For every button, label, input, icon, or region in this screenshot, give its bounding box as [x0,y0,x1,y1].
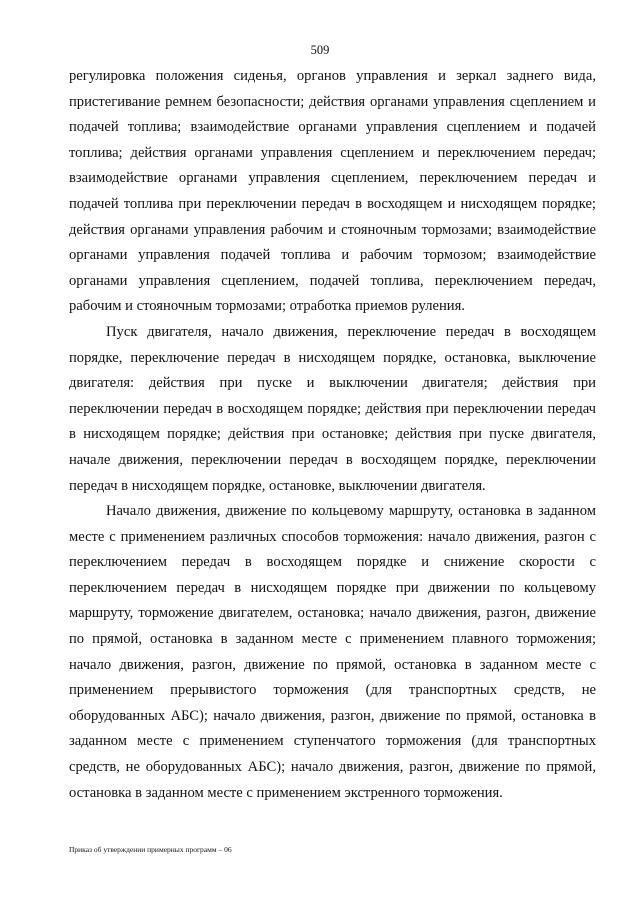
text-line: органами управления сцеплением, подачей топлива, переключением передач, [69,272,596,289]
text-line: подачей топлива при переключении передач в восходящем и нисходящем порядке; [69,195,596,212]
text-line: подачей топлива; взаимодействие органами управления сцеплением и подачей [69,119,596,136]
text-line: заданном месте с применением ступенчатого торможения (для транспортных [69,733,596,750]
page-number: 509 [310,43,330,57]
text-line: маршруту, торможение двигателем, остановка; начало движения, разгон, движение [69,605,596,622]
text-line: начало движения, разгон, движение по прямой, остановка в заданном месте с [69,656,596,673]
text-line: месте с применением различных способов торможения: начало движения, разгон с [69,528,596,545]
text-line: применением прерывистого торможения (для транспортных средств, не [69,682,596,699]
text-line: регулировка положения сиденья, органов управления и зеркал заднего вида, [69,68,596,84]
text-line: рабочим и стояночным тормозами; отработка приемов руления. [69,298,465,315]
text-line: органами управления подачей топлива и рабочим тормозом; взаимодействие [69,247,596,264]
paragraph-2 [69,320,596,499]
text-line: пристегивание ремнем безопасности; действия органами управления сцеплением и [69,93,596,110]
body-text [69,64,596,806]
text-line: действия органами управления рабочим и стояночным тормозами; взаимодействие [69,221,596,238]
text-line: переключении передач в восходящем порядке; действия при переключении передач [69,400,596,417]
text-line: оборудованных АБС); начало движения, разгон, движение по прямой, остановка в [69,707,596,724]
text-line: переключением передач в нисходящем порядке при движении по кольцевому [69,579,596,596]
text-line: переключением передач в восходящем порядке и снижение скорости с [69,554,596,571]
page-footer: Приказ об утверждении примерных программ – 06 [69,845,232,854]
text-line: по прямой, остановка в заданном месте с применением плавного торможения; [69,631,596,648]
text-line: в нисходящем порядке; действия при остановке; действия при пуске двигателя, [69,426,596,443]
paragraph-1 [69,64,596,320]
text-line: средств, не оборудованных АБС); начало движения, разгон, движение по прямой, [69,759,596,776]
text-line: остановка в заданном месте с применением экстренного торможения. [69,784,503,801]
text-line: передач в нисходящем порядке, остановке, выключении двигателя. [69,477,486,494]
text-line: порядке, переключение передач в нисходящем порядке, остановка, выключение [69,349,596,366]
text-line: начале движения, переключении передач в восходящем порядке, переключении [69,451,596,468]
text-line: Начало движения, движение по кольцевому маршруту, остановка в заданном [106,503,596,520]
paragraph-3 [69,499,596,806]
text-line: топлива; действия органами управления сцеплением и переключением передач; [69,144,596,161]
text-line: взаимодействие органами управления сцеплением, переключением передач и [69,170,596,187]
text-line: двигателя: действия при пуске и выключении двигателя; действия при [69,375,596,392]
text-line: Пуск двигателя, начало движения, переключение передач в восходящем [106,323,596,340]
